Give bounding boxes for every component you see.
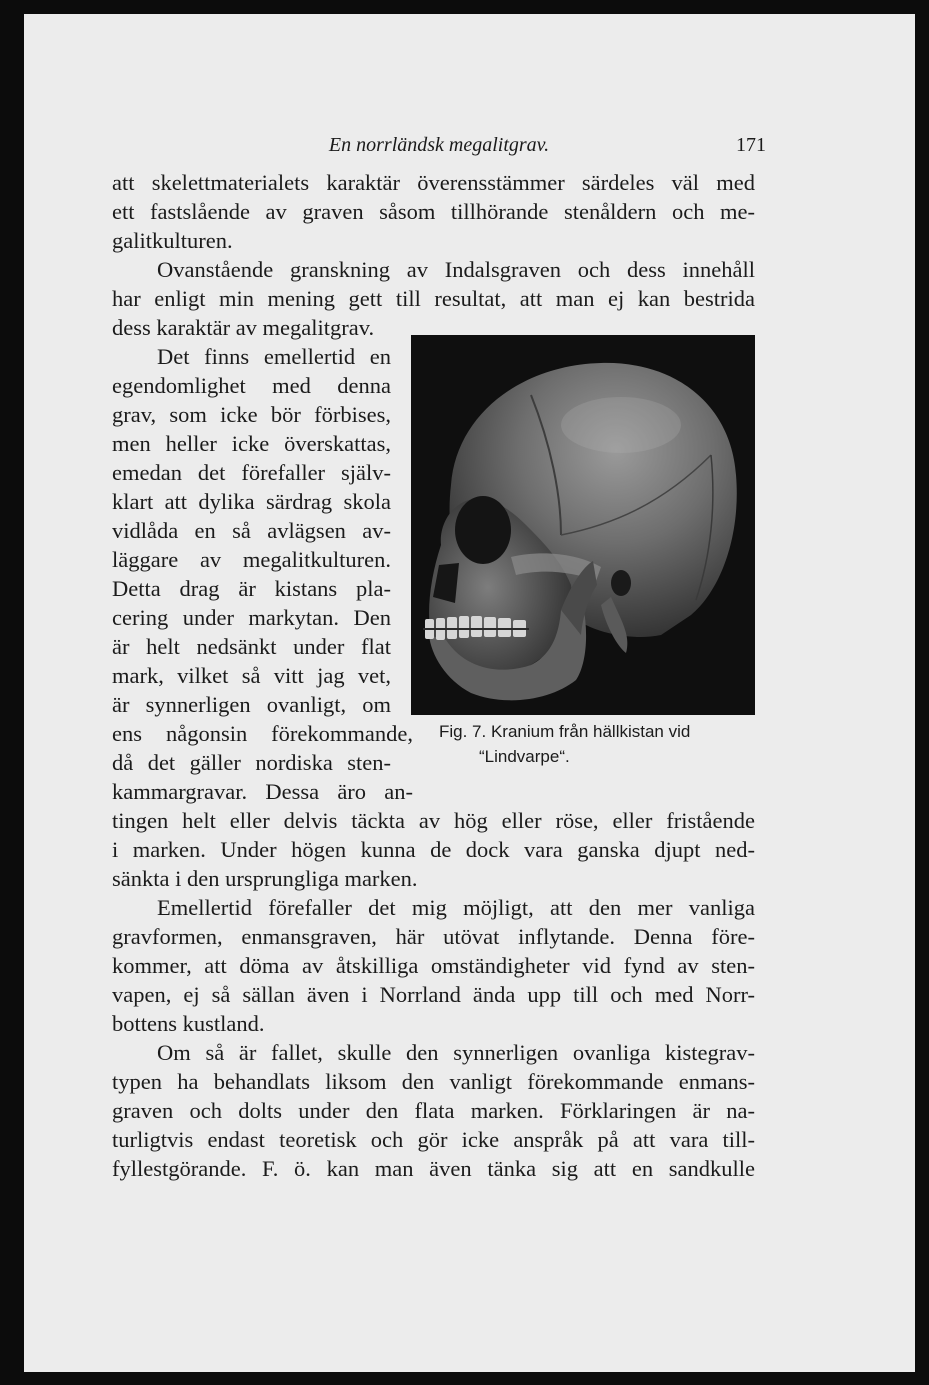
text-line: då det gäller nordiska sten- <box>112 750 391 775</box>
text-line: Om så är fallet, skulle den synnerligen ovanliga kistegrav- <box>157 1040 755 1065</box>
text-line: galitkulturen. <box>112 228 233 253</box>
skull-photograph <box>411 335 755 715</box>
text-line: dess karaktär av megalitgrav. <box>112 315 375 340</box>
text-line: fyllestgörande. F. ö. kan man även tänka sig att en sandkulle <box>112 1156 755 1181</box>
text-line: kommer, att döma av åtskilliga omständigheter vid fynd av sten- <box>112 953 755 978</box>
text-line: är helt nedsänkt under flat <box>112 634 391 659</box>
text-line: Emellertid förefaller det mig möjligt, att den mer vanliga <box>157 895 755 920</box>
text-line: vidlåda en så avlägsen av- <box>112 518 391 543</box>
text-line: typen ha behandlats liksom den vanligt förekommande enmans- <box>112 1069 755 1094</box>
figure-caption: Fig. 7. Kranium från hällkistan vid <box>439 722 691 741</box>
text-line: vapen, ej så sällan även i Norrland ända upp till och med Norr- <box>112 982 755 1007</box>
text-line: egendomlighet med denna <box>112 373 391 398</box>
text-line: graven och dolts under den flata marken. Förklaringen är na- <box>112 1098 755 1123</box>
text-line: cering under markytan. Den <box>112 605 391 630</box>
page-number: 171 <box>736 134 766 156</box>
text-line: tingen helt eller delvis täckta av hög eller röse, eller fristående <box>112 808 755 833</box>
figure-caption-continued: “Lindvarpe“. <box>479 747 570 766</box>
text-line: läggare av megalitkulturen. <box>112 547 391 572</box>
text-line: emedan det förefaller själv- <box>112 460 391 485</box>
text-line: gravformen, enmansgraven, här utövat inflytande. Denna före- <box>112 924 755 949</box>
running-title: En norrländsk megalitgrav. <box>328 134 550 156</box>
text-line: att skelettmaterialets karaktär överensstämmer särdeles väl med <box>112 170 755 195</box>
text-line: ens någonsin förekommande, <box>112 721 413 746</box>
text-line: Det finns emellertid en <box>157 344 391 369</box>
book-page <box>24 14 915 1372</box>
text-line: turligtvis endast teoretisk och gör icke anspråk på att vara till- <box>112 1127 755 1152</box>
running-head <box>112 130 766 160</box>
text-line: klart att dylika särdrag skola <box>112 489 391 514</box>
text-line: kammargravar. Dessa äro an- <box>112 779 413 804</box>
text-line: i marken. Under högen kunna de dock vara ganska djupt ned- <box>112 837 755 862</box>
text-line: är synnerligen ovanligt, om <box>112 692 391 717</box>
text-line: bottens kustland. <box>112 1011 265 1036</box>
text-line: Detta drag är kistans pla- <box>112 576 391 601</box>
text-line: Ovanstående granskning av Indalsgraven och dess innehåll <box>157 257 755 282</box>
text-line: har enligt min mening gett till resultat, att man ej kan bestrida <box>112 286 755 311</box>
text-line: men heller icke överskattas, <box>112 431 391 456</box>
text-line: mark, vilket så vitt jag vet, <box>112 663 391 688</box>
text-line: ett fastslående av graven såsom tillhörande stenåldern och me- <box>112 199 755 224</box>
text-line: grav, som icke bör förbises, <box>112 402 391 427</box>
text-line: sänkta i den ursprungliga marken. <box>112 866 418 891</box>
